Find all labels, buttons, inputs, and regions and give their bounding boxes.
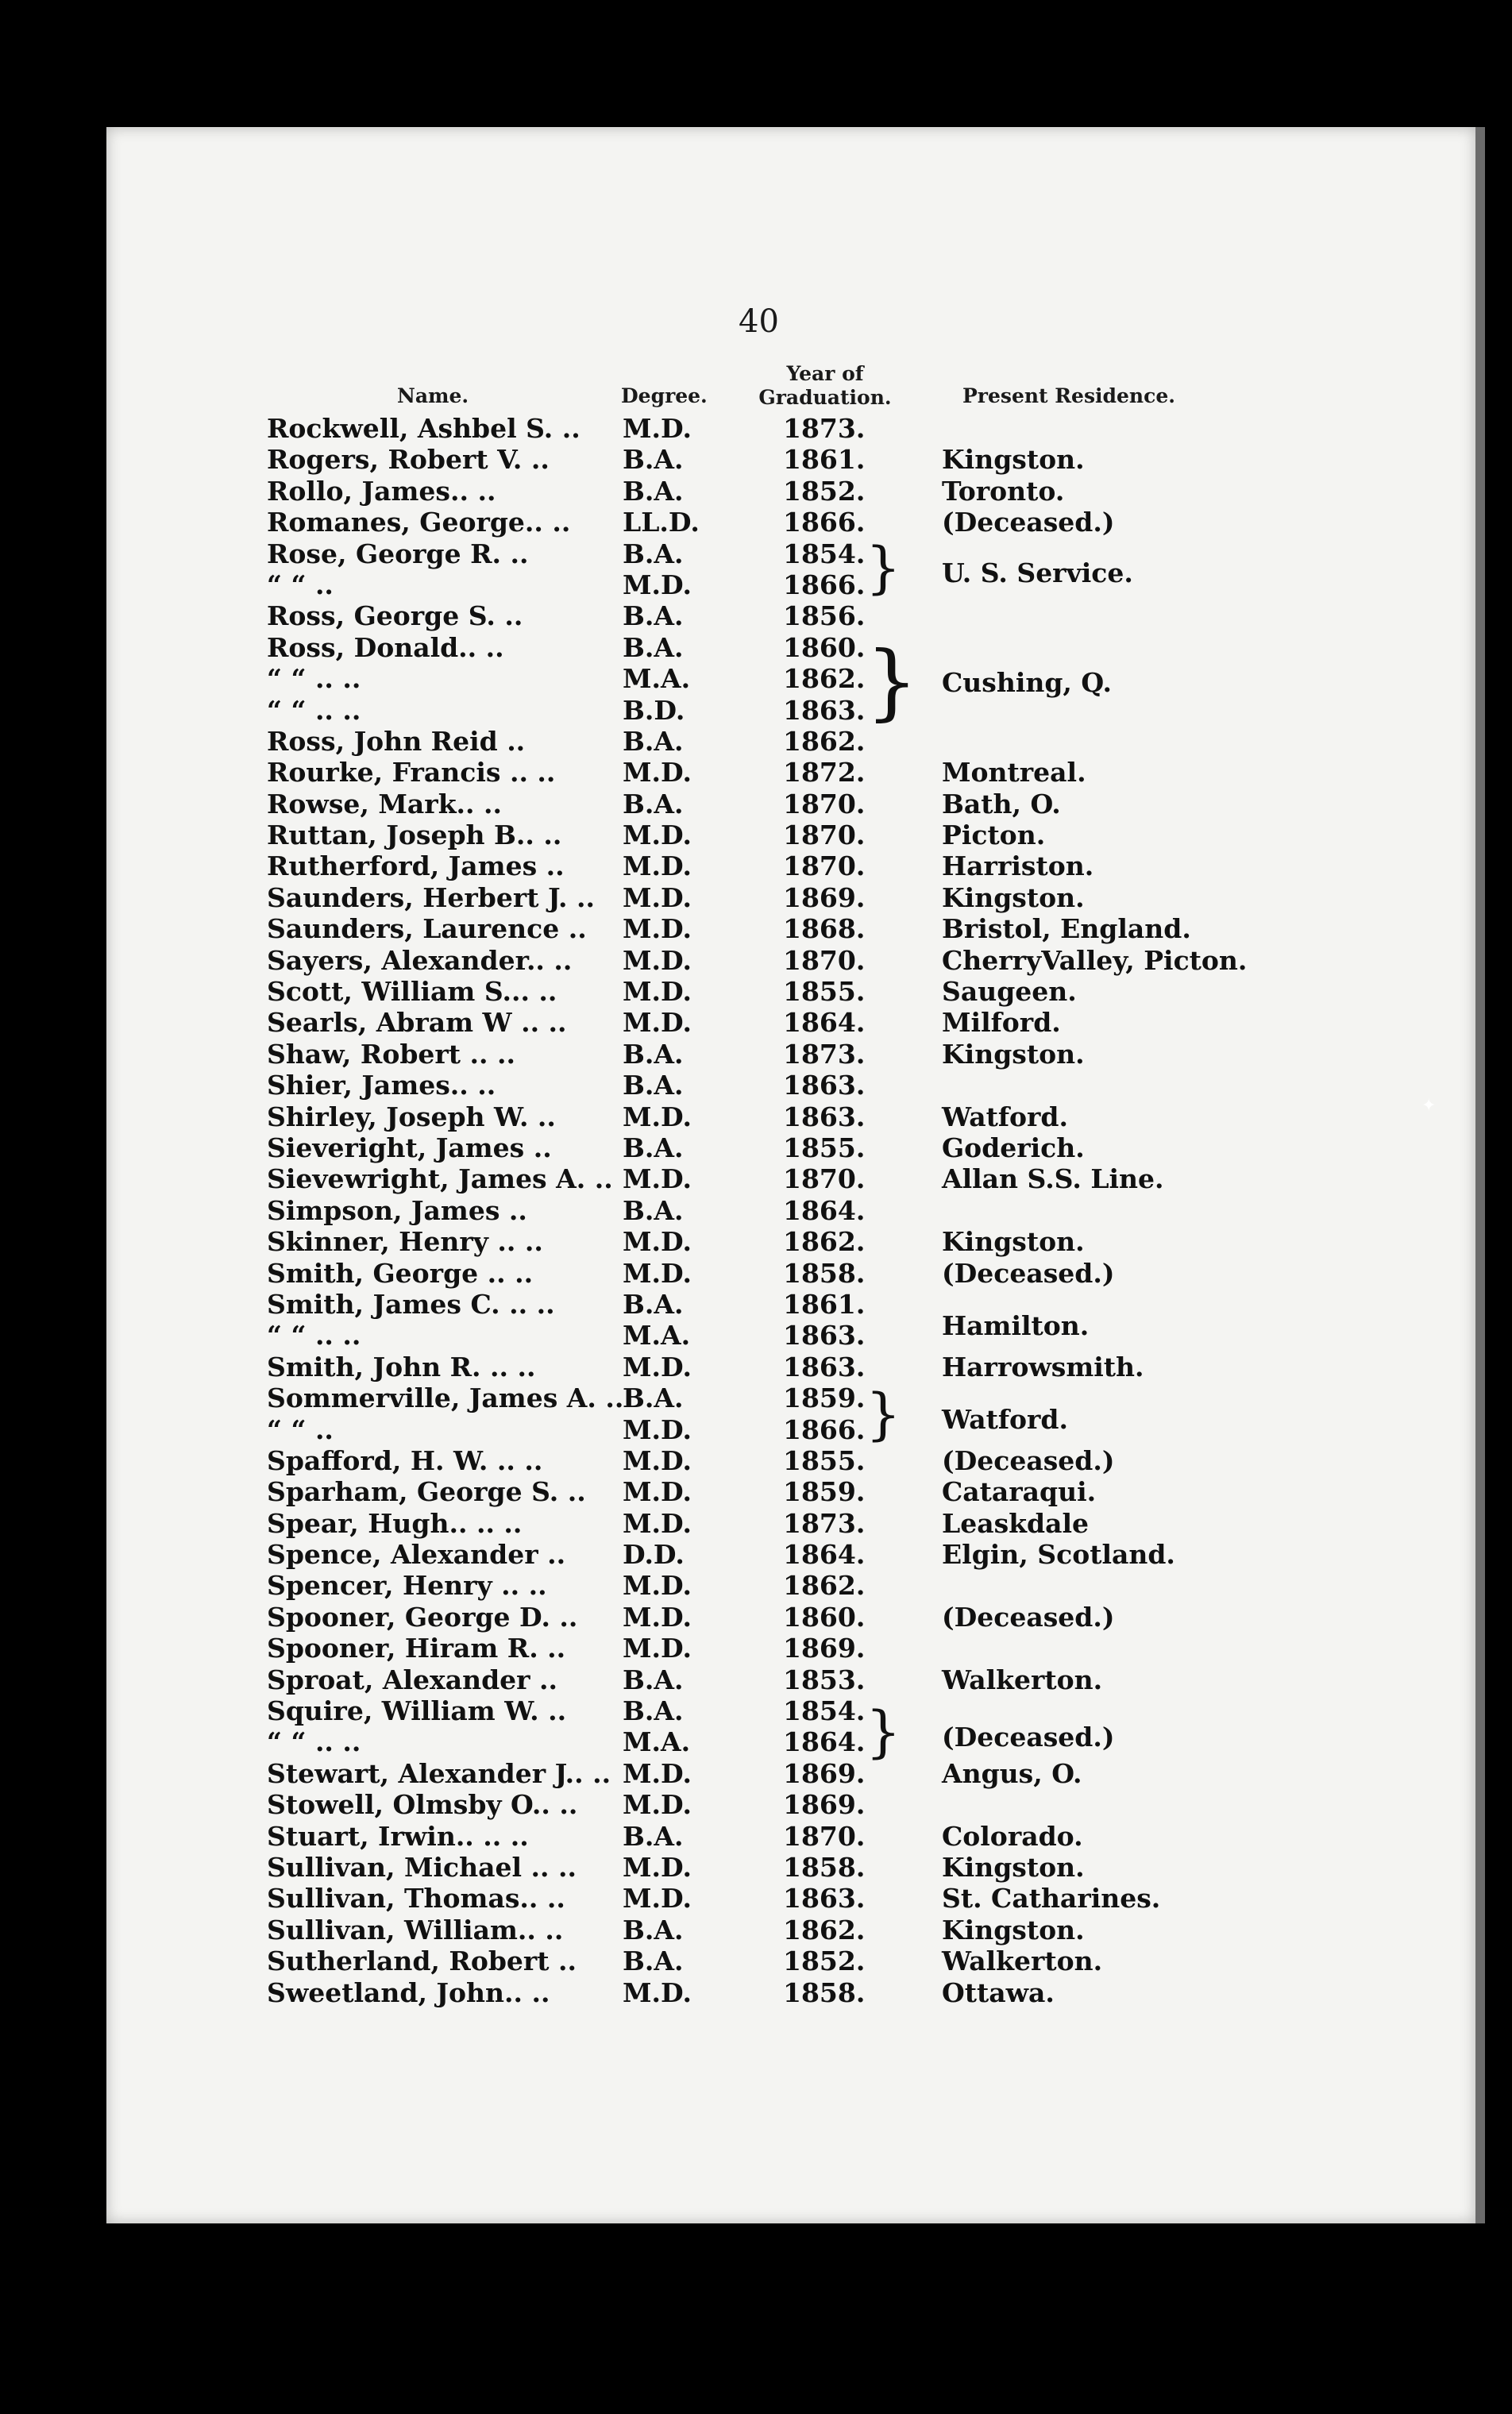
entry-name: Rose, George R. .. — [267, 538, 529, 569]
entry-degree: M.D. — [623, 757, 692, 789]
brace-ross: } — [866, 633, 919, 730]
table-row — [0, 1070, 1512, 1101]
header-degree: Degree. — [621, 384, 708, 407]
entry-year: 1862. — [783, 663, 866, 695]
entry-name: Rollo, James.. .. — [267, 475, 496, 507]
table-row — [0, 1352, 1512, 1382]
table-row — [0, 882, 1512, 913]
entry-residence: Kingston. — [942, 1226, 1085, 1258]
table-row — [0, 1602, 1512, 1633]
entry-residence: Harrowsmith. — [942, 1351, 1144, 1382]
entry-year: 1862. — [783, 1226, 866, 1258]
entry-degree: B.A. — [623, 1914, 684, 1945]
entry-degree: M.D. — [623, 1226, 692, 1258]
entry-year: 1855. — [783, 976, 866, 1008]
entry-year: 1873. — [783, 1038, 866, 1070]
entry-degree: B.A. — [623, 1038, 684, 1070]
entry-residence: Angus, O. — [942, 1757, 1082, 1789]
entry-name: Stewart, Alexander J.. .. — [267, 1757, 611, 1789]
entry-degree: M.D. — [623, 1413, 692, 1445]
entry-name: Spencer, Henry .. .. — [267, 1570, 547, 1602]
entry-year: 1863. — [783, 1070, 866, 1101]
entry-name: Shaw, Robert .. .. — [267, 1038, 515, 1070]
table-row — [0, 850, 1512, 881]
header-year: Year of Graduation. — [758, 362, 892, 409]
entry-degree: M.D. — [623, 944, 692, 976]
entry-degree: M.A. — [623, 1320, 691, 1352]
table-row — [0, 1915, 1512, 1945]
entry-name: Ross, Donald.. .. — [267, 631, 504, 663]
entry-degree: M.D. — [623, 1633, 692, 1664]
entry-name: Romanes, George.. .. — [267, 507, 571, 538]
table-row — [0, 1039, 1512, 1070]
entry-residence: (Deceased.) — [942, 507, 1115, 538]
entry-residence: Kingston. — [942, 881, 1085, 913]
entry-degree: B.A. — [623, 475, 684, 507]
entry-year: 1864. — [783, 1007, 866, 1039]
table-row — [0, 1476, 1512, 1507]
grouped-residence-rose: U. S. Service. — [942, 557, 1133, 588]
entry-name: Spooner, Hiram R. .. — [267, 1633, 566, 1664]
entry-name: Spear, Hugh.. .. .. — [267, 1507, 523, 1539]
entry-name: Sproat, Alexander .. — [267, 1664, 558, 1695]
entry-degree: B.D. — [623, 694, 685, 726]
table-row — [0, 1289, 1512, 1320]
entry-degree: M.D. — [623, 850, 692, 882]
entry-year: 1869. — [783, 1789, 866, 1821]
entry-name: Sullivan, William.. .. — [267, 1914, 564, 1945]
entry-degree: M.D. — [623, 1101, 692, 1132]
entry-residence: (Deceased.) — [942, 1257, 1115, 1289]
table-row — [0, 819, 1512, 850]
entry-year: 1863. — [783, 1351, 866, 1382]
entry-degree: M.D. — [623, 1757, 692, 1789]
entry-degree: M.D. — [623, 413, 692, 444]
entry-year: 1858. — [783, 1851, 866, 1883]
table-row — [0, 1883, 1512, 1914]
table-row — [0, 1852, 1512, 1883]
table-row — [0, 569, 1512, 600]
table-row — [0, 632, 1512, 663]
entry-year: 1855. — [783, 1444, 866, 1476]
entry-year: 1863. — [783, 694, 866, 726]
entry-name: Rutherford, James .. — [267, 850, 565, 882]
table-row — [0, 1539, 1512, 1570]
entry-residence: Kingston. — [942, 1038, 1085, 1070]
entry-degree: B.A. — [623, 631, 684, 663]
entry-year: 1873. — [783, 1507, 866, 1539]
entry-degree: M.D. — [623, 1257, 692, 1289]
entry-year: 1869. — [783, 1757, 866, 1789]
entry-residence: Allan S.S. Line. — [942, 1163, 1164, 1195]
table-row — [0, 1320, 1512, 1351]
table-row — [0, 1664, 1512, 1695]
entry-degree: M.D. — [623, 881, 692, 913]
entry-degree: B.A. — [623, 788, 684, 819]
entry-name: Shirley, Joseph W. .. — [267, 1101, 556, 1132]
entry-name: Sweetland, John.. .. — [267, 1976, 550, 2008]
entry-year: 1866. — [783, 1413, 866, 1445]
entry-year: 1864. — [783, 1726, 866, 1758]
entry-residence: (Deceased.) — [942, 1601, 1115, 1633]
entry-degree: B.A. — [623, 1070, 684, 1101]
entry-year: 1869. — [783, 1633, 866, 1664]
table-row — [0, 789, 1512, 819]
entry-degree: B.A. — [623, 1945, 684, 1977]
entry-name: “ “ .. — [267, 1413, 334, 1445]
entry-name: Sayers, Alexander.. .. — [267, 944, 573, 976]
entry-name: Searls, Abram W .. .. — [267, 1007, 567, 1039]
grouped-residence-ross: Cushing, Q. — [942, 667, 1113, 698]
table-row — [0, 1007, 1512, 1038]
entry-residence: Walkerton. — [942, 1945, 1103, 1977]
entry-degree: M.D. — [623, 976, 692, 1008]
entry-name: Rockwell, Ashbel S. .. — [267, 413, 580, 444]
table-row — [0, 538, 1512, 569]
entry-degree: M.D. — [623, 1163, 692, 1195]
entry-residence: Ottawa. — [942, 1976, 1055, 2008]
entry-degree: M.D. — [623, 1601, 692, 1633]
entry-year: 1863. — [783, 1101, 866, 1132]
entry-year: 1864. — [783, 1194, 866, 1226]
entry-residence: Picton. — [942, 819, 1046, 851]
entry-year: 1870. — [783, 1820, 866, 1852]
grouped-residence-smith: Hamilton. — [942, 1310, 1090, 1341]
entry-name: Saunders, Laurence .. — [267, 913, 587, 945]
entry-year: 1860. — [783, 1601, 866, 1633]
entry-year: 1859. — [783, 1476, 866, 1508]
entry-year: 1863. — [783, 1883, 866, 1915]
table-row — [0, 726, 1512, 757]
entry-name: Stowell, Olmsby O.. .. — [267, 1789, 578, 1821]
entry-year: 1858. — [783, 1976, 866, 2008]
entry-degree: M.D. — [623, 913, 692, 945]
entry-name: Skinner, Henry .. .. — [267, 1226, 543, 1258]
entry-degree: M.D. — [623, 1507, 692, 1539]
entry-year: 1870. — [783, 788, 866, 819]
table-row — [0, 1945, 1512, 1976]
table-row — [0, 1789, 1512, 1820]
table-row — [0, 600, 1512, 631]
entry-year: 1869. — [783, 881, 866, 913]
entry-name: Sullivan, Thomas.. .. — [267, 1883, 565, 1915]
entry-name: Spafford, H. W. .. .. — [267, 1444, 543, 1476]
entry-year: 1862. — [783, 1570, 866, 1602]
entry-name: Sutherland, Robert .. — [267, 1945, 577, 1977]
table-row — [0, 1633, 1512, 1664]
entry-residence: Bristol, England. — [942, 913, 1191, 945]
entry-year: 1870. — [783, 850, 866, 882]
entry-year: 1864. — [783, 1539, 866, 1571]
entry-name: “ “ .. .. — [267, 663, 361, 695]
entry-degree: M.D. — [623, 1976, 692, 2008]
entry-degree: M.A. — [623, 663, 691, 695]
entry-residence: Leaskdale — [942, 1507, 1090, 1539]
entry-name: Ruttan, Joseph B.. .. — [267, 819, 562, 851]
table-row — [0, 1758, 1512, 1789]
entry-degree: B.A. — [623, 725, 684, 757]
entry-degree: M.D. — [623, 1444, 692, 1476]
entry-year: 1870. — [783, 944, 866, 976]
entry-name: “ “ .. .. — [267, 1726, 361, 1758]
entry-year: 1866. — [783, 569, 866, 600]
entry-year: 1870. — [783, 1163, 866, 1195]
table-row — [0, 1382, 1512, 1413]
entry-year: 1860. — [783, 631, 866, 663]
entry-degree: M.D. — [623, 1883, 692, 1915]
entry-year: 1862. — [783, 1914, 866, 1945]
entry-year: 1862. — [783, 725, 866, 757]
table-row — [0, 444, 1512, 475]
entry-name: Rogers, Robert V. .. — [267, 444, 550, 476]
table-row — [0, 757, 1512, 788]
entry-degree: B.A. — [623, 538, 684, 569]
entry-degree: B.A. — [623, 444, 684, 476]
entry-name: Spooner, George D. .. — [267, 1601, 578, 1633]
entry-name: Sommerville, James A. .. — [267, 1382, 624, 1414]
header-residence: Present Residence. — [962, 384, 1175, 407]
entry-name: Simpson, James .. — [267, 1194, 527, 1226]
table-row — [0, 913, 1512, 944]
entry-year: 1852. — [783, 1945, 866, 1977]
graduate-list — [0, 413, 1512, 2008]
page-number: 40 — [739, 303, 779, 340]
entry-residence: St. Catharines. — [942, 1883, 1161, 1915]
entry-name: Smith, John R. .. .. — [267, 1351, 536, 1382]
margin-mark: ✦ — [1421, 1096, 1437, 1116]
table-row — [0, 976, 1512, 1007]
entry-year: 1856. — [783, 600, 866, 632]
entry-name: Sievewright, James A. .. — [267, 1163, 613, 1195]
table-row — [0, 1195, 1512, 1226]
table-row — [0, 1226, 1512, 1257]
table-row — [0, 1726, 1512, 1757]
table-row — [0, 1977, 1512, 2008]
table-row — [0, 1695, 1512, 1726]
entry-name: Shier, James.. .. — [267, 1070, 496, 1101]
entry-residence: Milford. — [942, 1007, 1061, 1039]
entry-residence: (Deceased.) — [942, 1444, 1115, 1476]
entry-degree: B.A. — [623, 1820, 684, 1852]
entry-year: 1855. — [783, 1132, 866, 1163]
entry-residence: Goderich. — [942, 1132, 1085, 1163]
entry-year: 1866. — [783, 507, 866, 538]
entry-residence: Walkerton. — [942, 1664, 1103, 1695]
entry-degree: M.D. — [623, 1570, 692, 1602]
entry-degree: B.A. — [623, 1382, 684, 1414]
entry-year: 1854. — [783, 538, 866, 569]
entry-year: 1854. — [783, 1695, 866, 1727]
entry-year: 1858. — [783, 1257, 866, 1289]
entry-residence: Kingston. — [942, 1914, 1085, 1945]
grouped-residence-sommerville: Watford. — [942, 1404, 1068, 1435]
entry-name: Smith, George .. .. — [267, 1257, 534, 1289]
entry-degree: B.A. — [623, 600, 684, 632]
entry-name: Stuart, Irwin.. .. .. — [267, 1820, 529, 1852]
entry-year: 1868. — [783, 913, 866, 945]
entry-residence: Toronto. — [942, 475, 1065, 507]
table-row — [0, 663, 1512, 694]
table-row — [0, 1258, 1512, 1289]
entry-residence: Elgin, Scotland. — [942, 1539, 1175, 1571]
entry-degree: B.A. — [623, 1288, 684, 1320]
entry-name: Smith, James C. .. .. — [267, 1288, 555, 1320]
entry-name: Spence, Alexander .. — [267, 1539, 566, 1571]
table-row — [0, 507, 1512, 538]
entry-degree: B.A. — [623, 1194, 684, 1226]
table-row — [0, 1570, 1512, 1601]
entry-residence: Bath, O. — [942, 788, 1061, 819]
entry-residence: Montreal. — [942, 757, 1086, 789]
entry-degree: M.A. — [623, 1726, 691, 1758]
entry-name: “ “ .. .. — [267, 694, 361, 726]
entry-name: Sparham, George S. .. — [267, 1476, 586, 1508]
table-row — [0, 1101, 1512, 1132]
entry-degree: M.D. — [623, 569, 692, 600]
entry-residence: Harriston. — [942, 850, 1094, 882]
entry-name: Ross, John Reid .. — [267, 725, 526, 757]
entry-residence: Kingston. — [942, 444, 1085, 476]
entry-name: Sullivan, Michael .. .. — [267, 1851, 577, 1883]
table-row — [0, 945, 1512, 976]
entry-residence: Watford. — [942, 1101, 1068, 1132]
entry-residence: CherryValley, Picton. — [942, 944, 1248, 976]
table-row — [0, 695, 1512, 726]
table-row — [0, 1163, 1512, 1194]
entry-degree: M.D. — [623, 1789, 692, 1821]
table-row — [0, 413, 1512, 444]
entry-degree: B.A. — [623, 1664, 684, 1695]
entry-degree: B.A. — [623, 1695, 684, 1727]
entry-name: Squire, William W. .. — [267, 1695, 567, 1727]
header-name: Name. — [397, 384, 469, 407]
table-row — [0, 1821, 1512, 1852]
brace-sommerville: } — [866, 1382, 901, 1447]
entry-degree: M.D. — [623, 1851, 692, 1883]
entry-name: Rowse, Mark.. .. — [267, 788, 503, 819]
entry-residence: Cataraqui. — [942, 1476, 1097, 1508]
entry-degree: M.D. — [623, 819, 692, 851]
entry-year: 1853. — [783, 1664, 866, 1695]
entry-residence: Saugeen. — [942, 976, 1077, 1008]
entry-name: Rourke, Francis .. .. — [267, 757, 556, 789]
entry-residence: Kingston. — [942, 1851, 1085, 1883]
entry-name: “ “ .. — [267, 569, 334, 600]
entry-year: 1863. — [783, 1320, 866, 1352]
entry-year: 1873. — [783, 413, 866, 444]
entry-name: Sieveright, James .. — [267, 1132, 552, 1163]
entry-year: 1852. — [783, 475, 866, 507]
entry-degree: M.D. — [623, 1007, 692, 1039]
entry-name: Ross, George S. .. — [267, 600, 523, 632]
entry-degree: LL.D. — [623, 507, 700, 538]
entry-residence: Colorado. — [942, 1820, 1083, 1852]
table-row — [0, 1508, 1512, 1539]
table-row — [0, 1132, 1512, 1163]
entry-year: 1861. — [783, 1288, 866, 1320]
entry-name: “ “ .. .. — [267, 1320, 361, 1352]
entry-name: Saunders, Herbert J. .. — [267, 881, 595, 913]
table-row — [0, 476, 1512, 507]
entry-degree: B.A. — [623, 1132, 684, 1163]
entry-name: Scott, William S... .. — [267, 976, 557, 1008]
grouped-residence-squire: (Deceased.) — [942, 1722, 1115, 1753]
entry-degree: M.D. — [623, 1476, 692, 1508]
table-row — [0, 1414, 1512, 1445]
entry-year: 1861. — [783, 444, 866, 476]
table-row — [0, 1445, 1512, 1476]
brace-squire: } — [866, 1699, 901, 1764]
entry-degree: D.D. — [623, 1539, 685, 1571]
entry-year: 1859. — [783, 1382, 866, 1414]
entry-degree: M.D. — [623, 1351, 692, 1382]
entry-year: 1870. — [783, 819, 866, 851]
brace-rose: } — [866, 535, 901, 600]
entry-year: 1872. — [783, 757, 866, 789]
